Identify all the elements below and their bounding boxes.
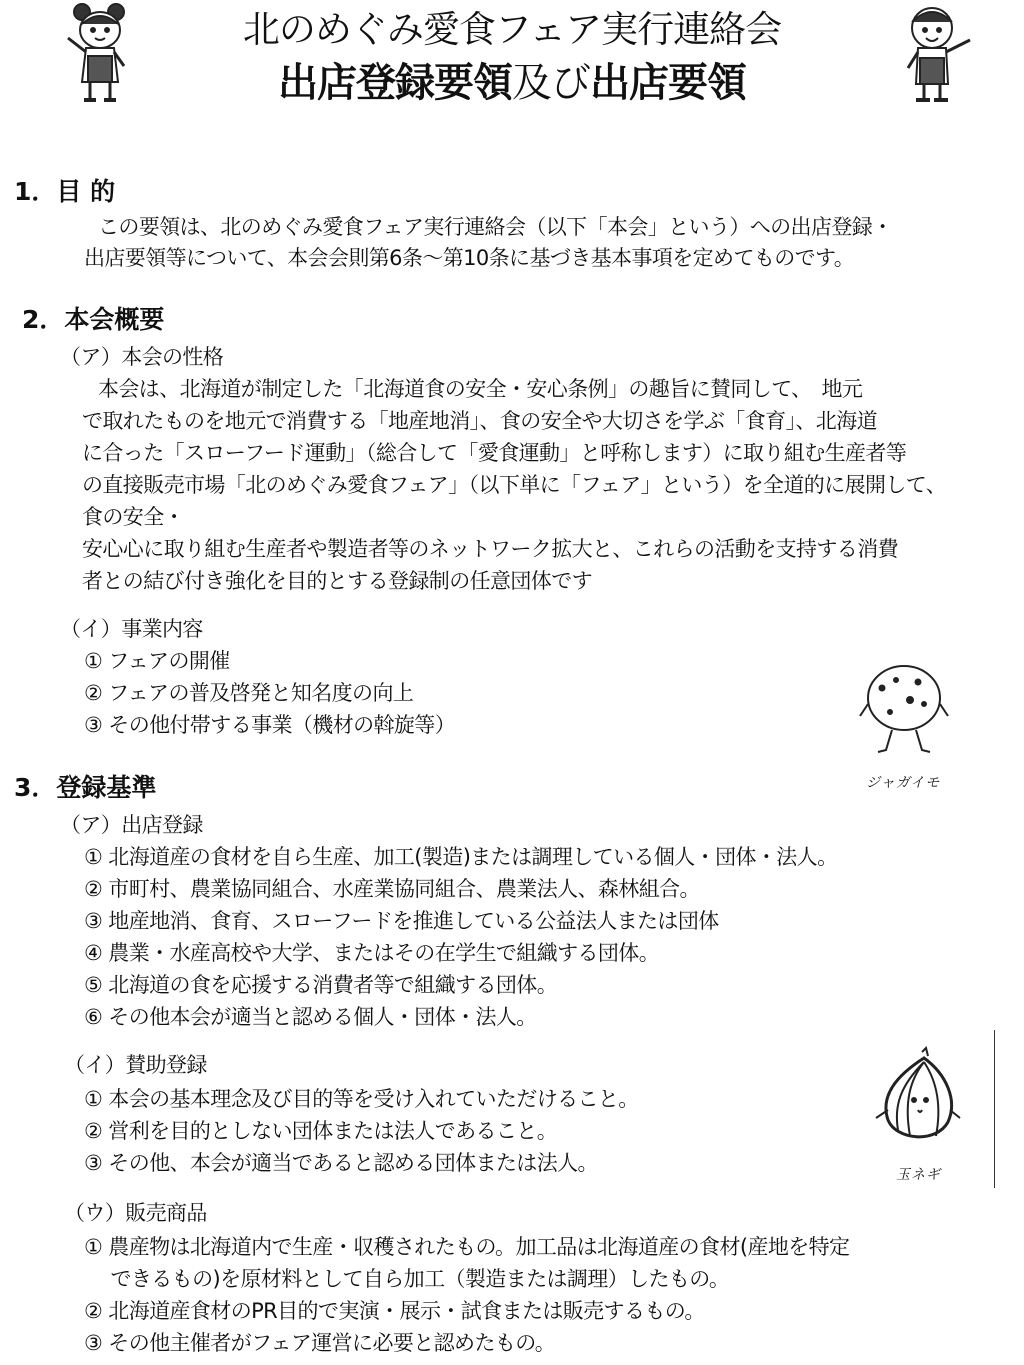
- section-3-a-item-1: ① 北海道産の食材を自ら生産、加工(製造)または調理している個人・団体・法人。: [84, 845, 838, 869]
- onion-character-illustration: [866, 1046, 966, 1156]
- potato-caption: ジャガイモ: [866, 775, 941, 791]
- section-3-a-item-2: ② 市町村、農業協同組合、水産業協同組合、農業法人、森林組合。: [84, 877, 700, 901]
- section-3-u-item-1: ① 農産物は北海道内で生産・収穫されたもの。加工品は北海道産の食材(産地を特定: [84, 1235, 850, 1259]
- potato-character-illustration: [852, 660, 952, 760]
- section-3-a-item-4: ④ 農業・水産高校や大学、またはその在学生で組織する団体。: [84, 941, 660, 965]
- subtitle-part-2: 及び: [512, 60, 590, 106]
- section-2-i-item-3: ③ その他付帯する事業（機材の斡旋等）: [84, 713, 456, 737]
- section-2-a-line-4: の直接販売市場「北のめぐみ愛食フェア」（以下単に「フェア」という）を全道的に展開して、: [82, 473, 947, 497]
- section-1-line-1: この要領は、北のめぐみ愛食フェア実行連絡会（以下「本会」という）への出店登録・: [98, 215, 893, 239]
- section-3-a-heading: （ア）出店登録: [60, 813, 203, 837]
- section-3-a-item-3: ③ 地産地消、食育、スローフードを推進している公益法人または団体: [84, 909, 719, 933]
- section-3-heading: 3．登録基準: [14, 773, 157, 802]
- section-2-a-line-7: 者との結び付き強化を目的とする登録制の任意団体です: [82, 569, 592, 593]
- section-3-i-item-1: ① 本会の基本理念及び目的等を受け入れていただけること。: [84, 1087, 639, 1111]
- page-subtitle: [0, 58, 1024, 108]
- section-3-u-item-3: ③ その他主催者がフェア運営に必要と認めたもの。: [84, 1331, 556, 1355]
- section-3-u-heading: （ウ）販売商品: [64, 1201, 207, 1225]
- section-3-i-item-3: ③ その他、本会が適当であると認める団体または法人。: [84, 1151, 598, 1175]
- vertical-divider-line: [994, 1030, 995, 1188]
- section-1-heading: 1．目 的: [14, 177, 116, 206]
- section-1-line-2: 出店要領等について、本会会則第6条～第10条に基づき基本事項を定めてものです。: [84, 246, 855, 270]
- section-3-a-item-5: ⑤ 北海道の食を応援する消費者等で組織する団体。: [84, 973, 558, 997]
- section-3-a-item-6: ⑥ その他本会が適当と認める個人・団体・法人。: [84, 1005, 537, 1029]
- section-2-heading: 2．本会概要: [22, 305, 165, 334]
- section-2-a-line-2: で取れたものを地元で消費する「地産地消」、食の安全や大切さを学ぶ「食育」、北海道: [82, 409, 877, 433]
- subtitle-part-1: 出店登録要領: [278, 60, 512, 106]
- section-3-u-item-1-cont: できるもの)を原材料として自ら加工（製造または調理）したもの。: [84, 1267, 730, 1291]
- page-title: 北のめぐみ愛食フェア実行連絡会: [242, 8, 782, 51]
- section-3-u-item-2: ② 北海道産食材のPR目的で実演・展示・試食または販売するもの。: [84, 1299, 705, 1323]
- section-2-a-line-1: 本会は、北海道が制定した「北海道食の安全・安心条例」の趣旨に賛同して、 地元: [98, 377, 863, 401]
- subtitle-part-3: 出店要領: [590, 60, 746, 106]
- section-3-i-item-2: ② 営利を目的としない団体または法人であること。: [84, 1119, 558, 1143]
- section-2-a-line-5: 食の安全・: [82, 505, 184, 529]
- section-2-i-heading: （イ）事業内容: [60, 617, 203, 641]
- section-3-i-heading: （イ）賛助登録: [64, 1053, 207, 1077]
- section-2-a-heading: （ア）本会の性格: [60, 345, 224, 369]
- onion-caption: 玉ネギ: [896, 1167, 941, 1183]
- section-2-a-line-6: 安心心に取り組む生産者や製造者等のネットワーク拡大と、これらの活動を支持する消費: [82, 537, 898, 561]
- section-2-a-line-3: に合った「スローフード運動」（総合して「愛食運動」と呼称します）に取り組む生産者等: [82, 441, 907, 465]
- section-2-i-item-2: ② フェアの普及啓発と知名度の向上: [84, 681, 414, 705]
- section-2-i-item-1: ① フェアの開催: [84, 649, 230, 673]
